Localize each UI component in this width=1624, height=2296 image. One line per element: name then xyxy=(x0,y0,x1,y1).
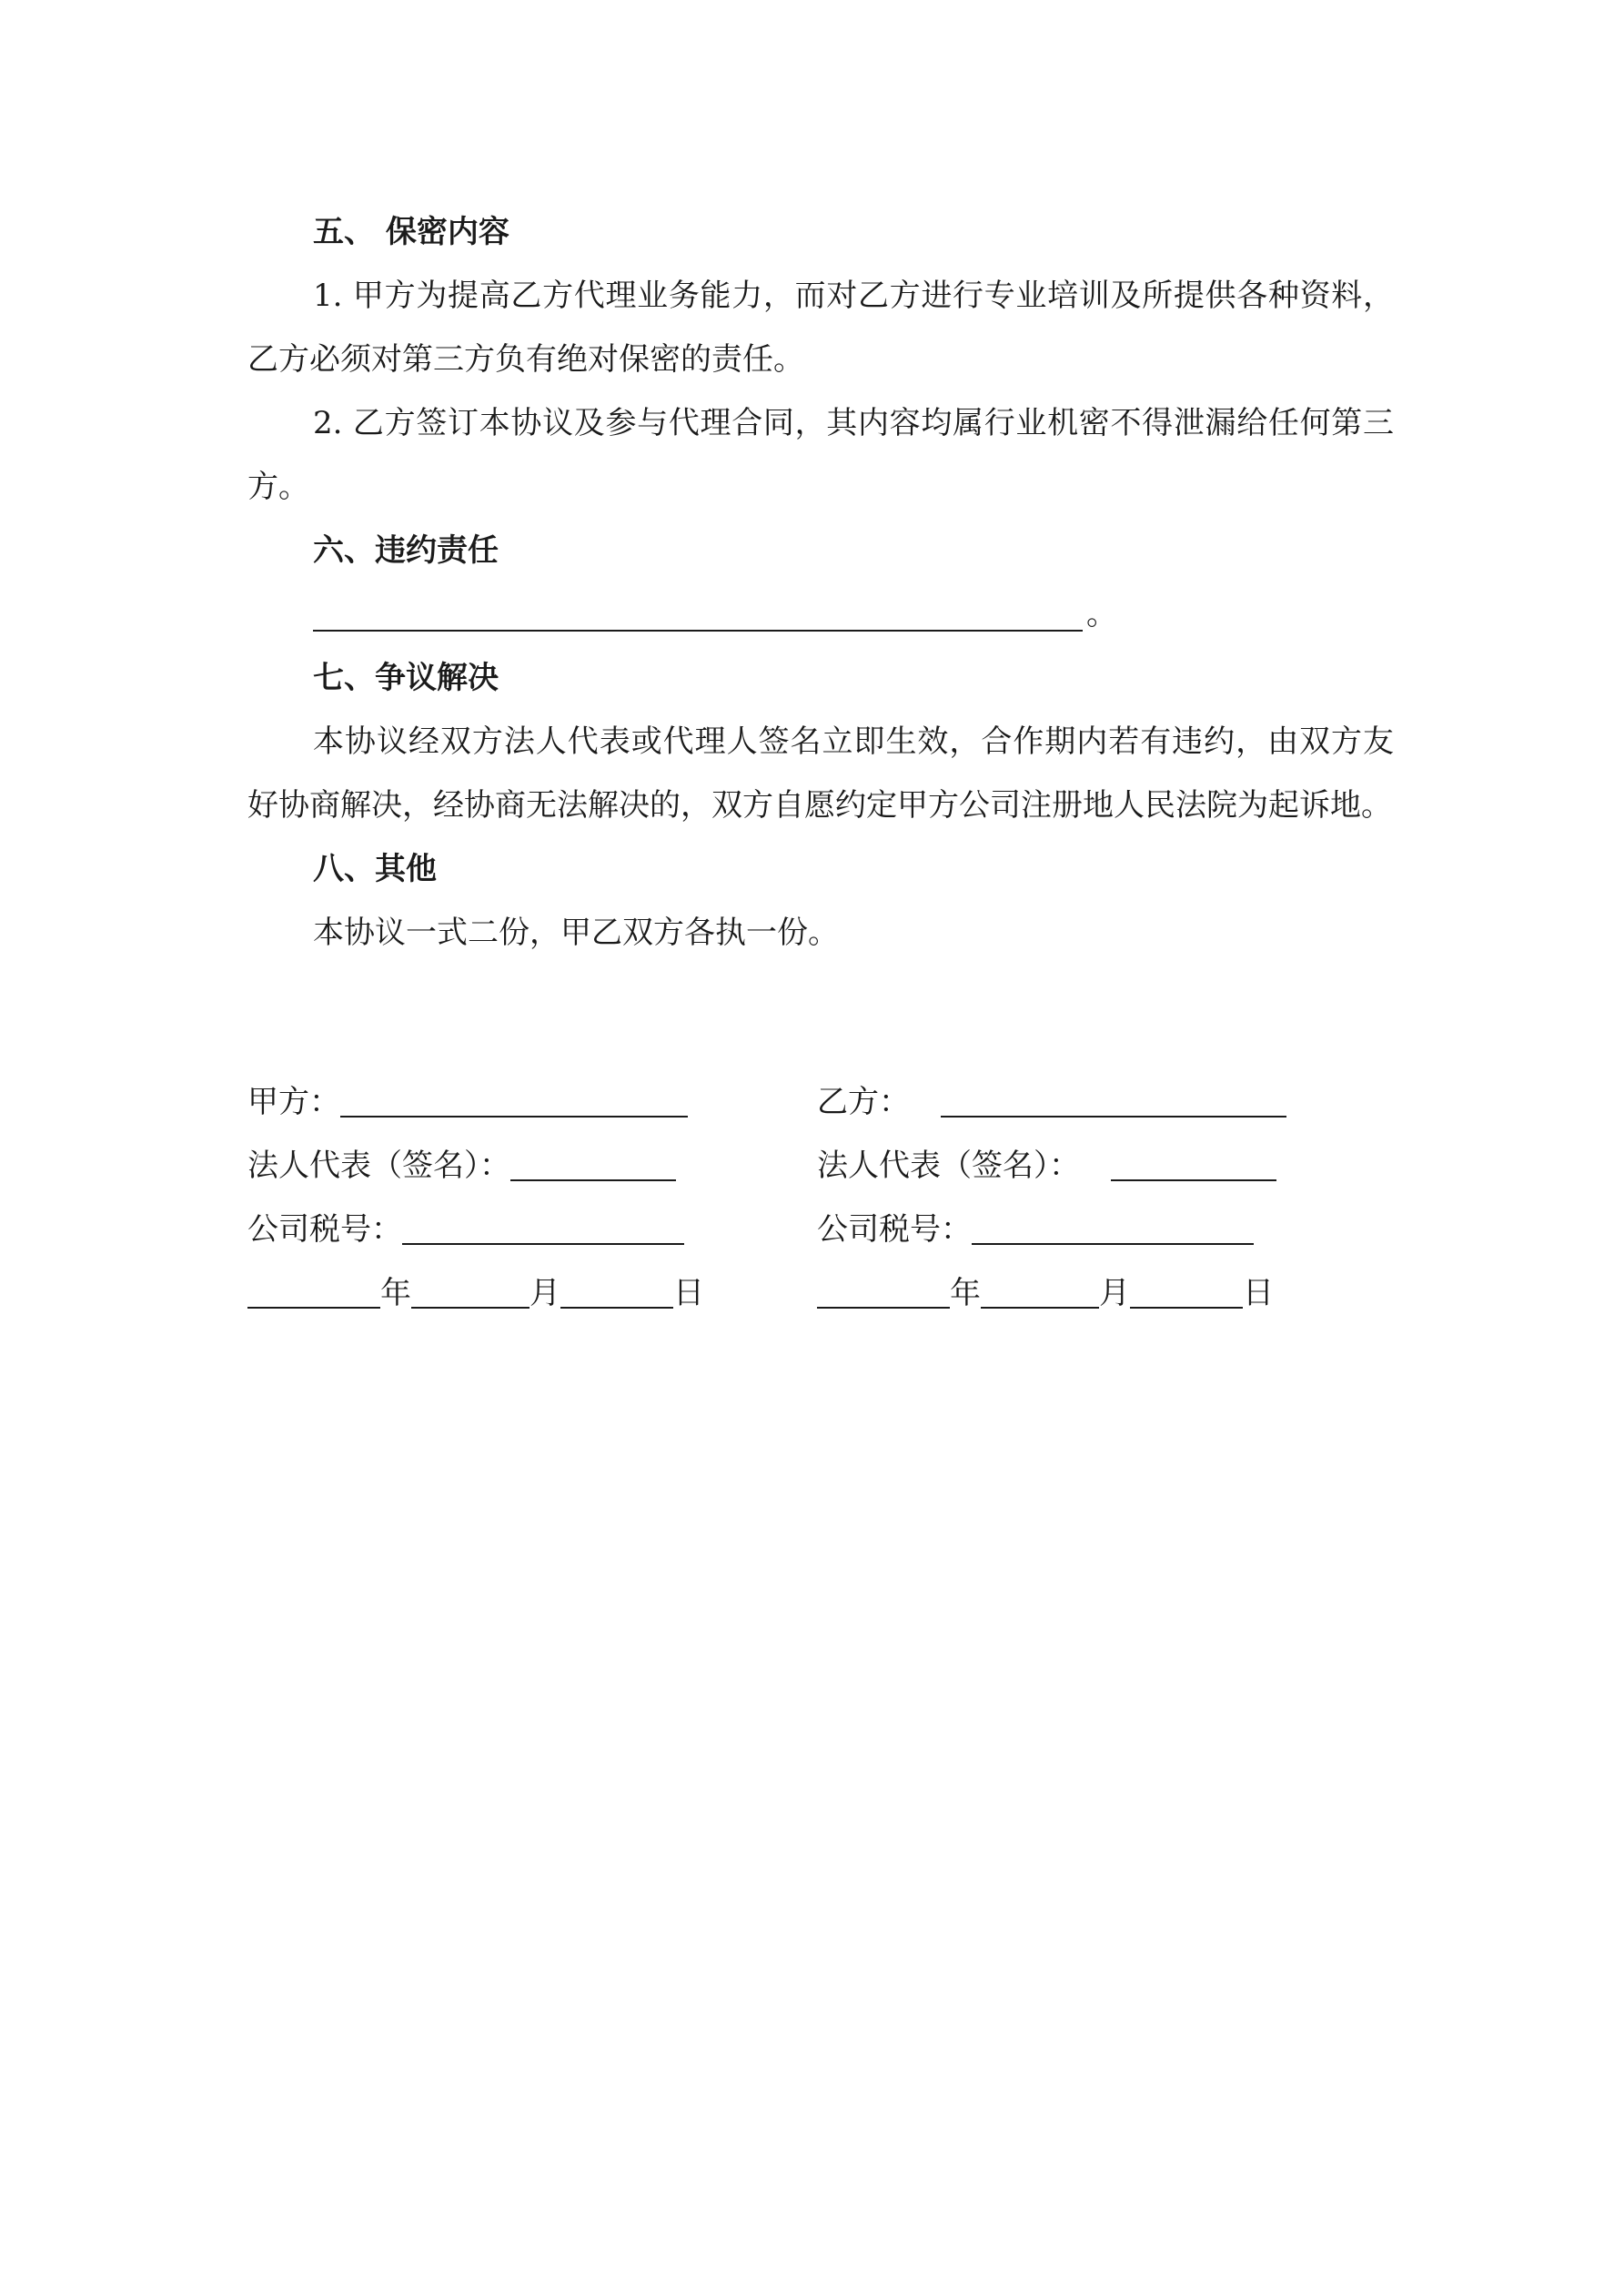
party-b-year-label: 年 xyxy=(950,1275,981,1311)
breach-liability-period: 。 xyxy=(1086,596,1117,632)
party-b-year-fill-line[interactable] xyxy=(817,1261,950,1309)
breach-liability-blank xyxy=(247,582,1394,646)
party-a-legal-rep-label: 法人代表（签名）： xyxy=(247,1148,510,1184)
signature-row-party xyxy=(247,1070,1394,1134)
document-body xyxy=(247,200,1394,965)
party-a-year-fill-line[interactable] xyxy=(247,1261,380,1309)
section-8-paragraph-1: 本协议一式二份，甲乙双方各执一份。 xyxy=(313,915,839,951)
party-b-legal-rep-label: 法人代表（签名）： xyxy=(817,1148,1080,1184)
party-a-tax-id-label: 公司税号： xyxy=(247,1211,402,1248)
signature-row-date xyxy=(247,1261,1394,1325)
signature-block xyxy=(247,1070,1394,1325)
party-a-field xyxy=(247,1070,688,1134)
section-7-paragraph-1: 本协议经双方法人代表或代理人签名立即生效，合作期内若有违约，由双方友好协商解决，经协商无法解决的，双方自愿约定甲方公司注册地人民法院为起诉地。 xyxy=(247,723,1394,824)
party-a-date-field xyxy=(247,1261,704,1325)
party-b-month-label: 月 xyxy=(1099,1275,1130,1311)
party-b-label: 乙方： xyxy=(817,1084,910,1120)
party-b-fill-line[interactable] xyxy=(941,1070,1286,1118)
party-b-legal-rep-fill-line[interactable] xyxy=(1111,1134,1276,1181)
party-a-month-label: 月 xyxy=(530,1275,560,1311)
party-a-day-label: 日 xyxy=(673,1275,704,1311)
party-b-tax-id-label: 公司税号： xyxy=(817,1211,972,1248)
party-a-month-fill-line[interactable] xyxy=(411,1261,530,1309)
party-b-field xyxy=(817,1070,1286,1134)
section-5-paragraph-1: 1. 甲方为提高乙方代理业务能力，而对乙方进行专业培训及所提供各种资料，乙方必须对第三方负有绝对保密的责任。 xyxy=(247,278,1394,378)
party-a-fill-line[interactable] xyxy=(340,1070,688,1118)
section-7-heading: 七、争议解决 xyxy=(313,660,499,696)
party-b-tax-id-fill-line[interactable] xyxy=(972,1198,1254,1245)
party-a-legal-rep-field xyxy=(247,1134,676,1198)
party-b-month-fill-line[interactable] xyxy=(981,1261,1099,1309)
party-b-date-field xyxy=(817,1261,1274,1325)
section-5-heading: 五、 保密内容 xyxy=(313,214,509,250)
party-a-day-fill-line[interactable] xyxy=(560,1261,673,1309)
party-a-tax-id-fill-line[interactable] xyxy=(402,1198,684,1245)
breach-liability-fill-line[interactable] xyxy=(313,582,1083,632)
party-a-tax-id-field xyxy=(247,1198,684,1261)
party-a-label: 甲方： xyxy=(247,1084,340,1120)
signature-row-tax-id xyxy=(247,1198,1394,1261)
section-6-heading: 六、违约责任 xyxy=(313,532,499,569)
signature-row-legal-rep xyxy=(247,1134,1394,1198)
party-a-year-label: 年 xyxy=(380,1275,411,1311)
party-b-day-fill-line[interactable] xyxy=(1130,1261,1243,1309)
section-8-heading: 八、其他 xyxy=(313,851,437,887)
section-5-paragraph-2: 2. 乙方签订本协议及参与代理合同，其内容均属行业机密不得泄漏给任何第三方。 xyxy=(247,405,1394,505)
party-b-legal-rep-field xyxy=(817,1134,1276,1198)
party-b-tax-id-field xyxy=(817,1198,1254,1261)
party-b-day-label: 日 xyxy=(1243,1275,1274,1311)
party-a-legal-rep-fill-line[interactable] xyxy=(510,1134,676,1181)
